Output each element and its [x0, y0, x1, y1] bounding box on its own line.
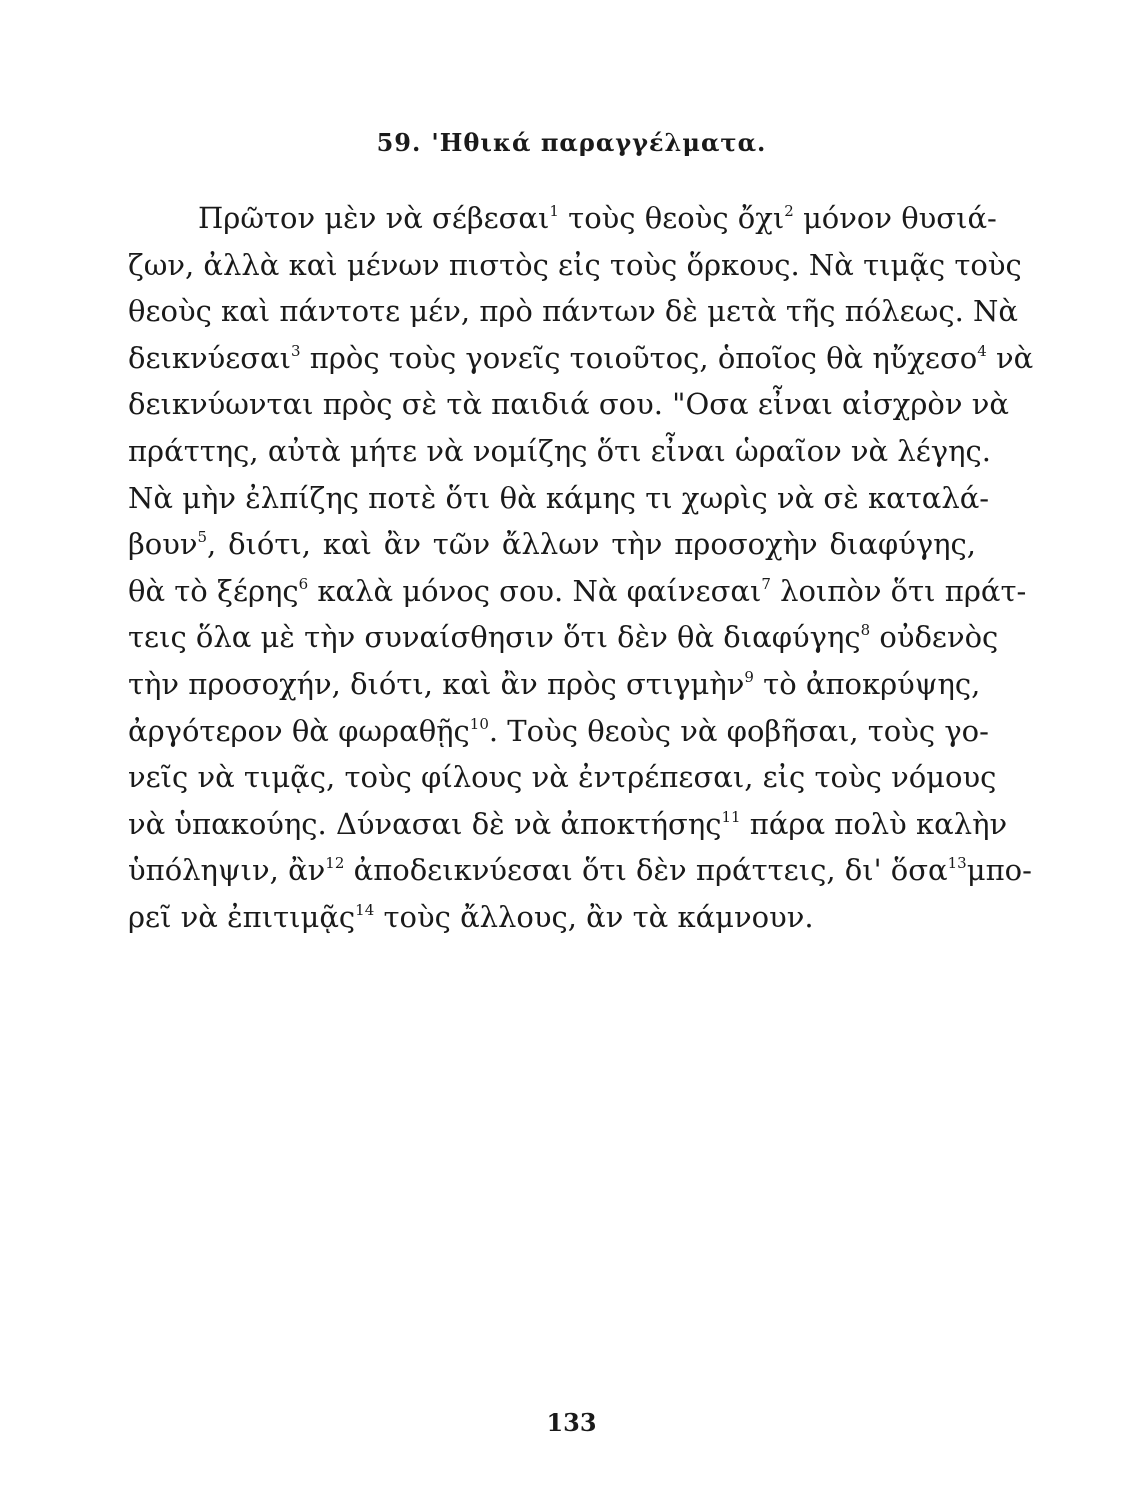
text-line	[128, 568, 1027, 615]
footnote-marker: 7	[761, 574, 771, 593]
footnote-marker: 1	[549, 202, 559, 220]
text-line	[128, 847, 1032, 894]
text-run: τὸ ἀποκρύψης,	[753, 666, 981, 701]
text-line	[128, 521, 976, 568]
text-run: ρεῖ νὰ ἐπιτιμᾷς	[128, 899, 356, 934]
footnote-marker: 8	[860, 621, 871, 640]
footnote-marker: 14	[355, 900, 375, 919]
text-run: μόνον θυσιά-	[793, 201, 997, 235]
text-run: τοὺς ἄλλους, ἂν τὰ κάμνουν.	[374, 899, 814, 934]
text-run: θεοὺς καὶ πάντοτε μέν, πρὸ πάντων δὲ μετὰ τῆς πόλεως. Νὰ	[128, 294, 1018, 329]
text-line	[128, 428, 991, 475]
body-paragraph	[128, 195, 1034, 941]
text-run: λοιπὸν ὅτι πράτ-	[770, 573, 1027, 608]
text-line	[128, 801, 1008, 848]
footnote-marker: 11	[721, 807, 741, 826]
footnote-marker: 3	[291, 341, 301, 360]
text-line	[128, 195, 997, 242]
text-run: νὰ	[986, 340, 1034, 375]
section-heading	[0, 128, 1143, 157]
text-run: δεικνύεσαι	[128, 340, 292, 375]
text-run: μπο-	[966, 853, 1032, 888]
text-run: θὰ τὸ ξέρης	[128, 573, 299, 608]
footnote-marker: 13	[947, 854, 967, 873]
footnote-marker: 2	[784, 202, 794, 220]
text-run: δεικνύωνται πρὸς σὲ τὰ παιδιά σου. "Οσα εἶναι αἰσχρὸν νὰ	[128, 387, 1009, 422]
text-line	[128, 475, 990, 522]
text-run: ζων, ἀλλὰ καὶ μένων πιστὸς εἰς τοὺς ὅρκους. Νὰ τιμᾷς τοὺς	[128, 247, 1022, 282]
text-line	[128, 288, 1018, 335]
text-run: . Τοὺς θεοὺς νὰ φοβῆσαι, τοὺς γο-	[488, 713, 989, 748]
text-run: βουν	[128, 527, 198, 562]
footnote-marker: 4	[977, 341, 987, 360]
text-run: , διότι, καὶ ἂν τῶν ἄλλων τὴν προσοχὴν διαφύγης,	[207, 527, 976, 562]
text-run: οὐδενὸς	[870, 620, 999, 655]
text-run: Νὰ μὴν ἐλπίζης ποτὲ ὅτι θὰ κάμης τι χωρὶς νὰ σὲ καταλά-	[128, 480, 990, 515]
text-run: τοὺς θεοὺς ὄχι	[558, 201, 785, 235]
text-line	[128, 614, 999, 661]
text-run: ὑπόληψιν, ἂν	[128, 853, 326, 888]
footnote-marker: 10	[469, 714, 489, 733]
text-line	[128, 661, 981, 708]
text-run: πράττης, αὐτὰ μήτε νὰ νομίζης ὅτι εἶναι ὡραῖον νὰ λέγης.	[128, 433, 991, 468]
text-run: καλὰ μόνος σου. Νὰ φαίνεσαι	[308, 573, 762, 608]
text-run: πάρα πολὺ καλὴν	[740, 806, 1008, 841]
footnote-marker: 9	[744, 667, 754, 686]
text-run: νὰ ὑπακούης. Δύνασαι δὲ νὰ ἀποκτήσης	[128, 806, 722, 841]
text-line	[128, 242, 1022, 289]
page-number: 133	[546, 1408, 597, 1437]
text-run: Πρῶτον μὲν νὰ σέβεσαι	[198, 201, 550, 235]
text-line	[128, 381, 1009, 428]
text-line	[128, 894, 976, 941]
footnote-marker: 12	[325, 854, 345, 873]
section-number: 59.	[376, 128, 422, 157]
text-run: ἀποδεικνύεσαι ὅτι δὲν πράττεις, δι' ὅσα	[344, 853, 948, 888]
footnote-marker: 5	[197, 528, 208, 547]
footnote-marker: 6	[298, 574, 309, 593]
text-run: πρὸς τοὺς γονεῖς τοιοῦτος, ὁποῖος θὰ ηὔχεσο	[300, 340, 978, 375]
text-line	[128, 708, 989, 755]
text-line	[128, 754, 997, 801]
text-run: τὴν προσοχήν, διότι, καὶ ἂν πρὸς στιγμὴν	[128, 666, 745, 701]
text-run: νεῖς νὰ τιμᾷς, τοὺς φίλους νὰ ἐντρέπεσαι, εἰς τοὺς νόμους	[128, 760, 997, 795]
text-run: τεις ὅλα μὲ τὴν συναίσθησιν ὅτι δὲν θὰ διαφύγης	[128, 620, 861, 655]
text-line	[128, 335, 1034, 382]
text-run: ἀργότερον θὰ φωραθῇς	[128, 713, 470, 748]
section-title: 'Ηθικά παραγγέλματα.	[431, 128, 767, 157]
